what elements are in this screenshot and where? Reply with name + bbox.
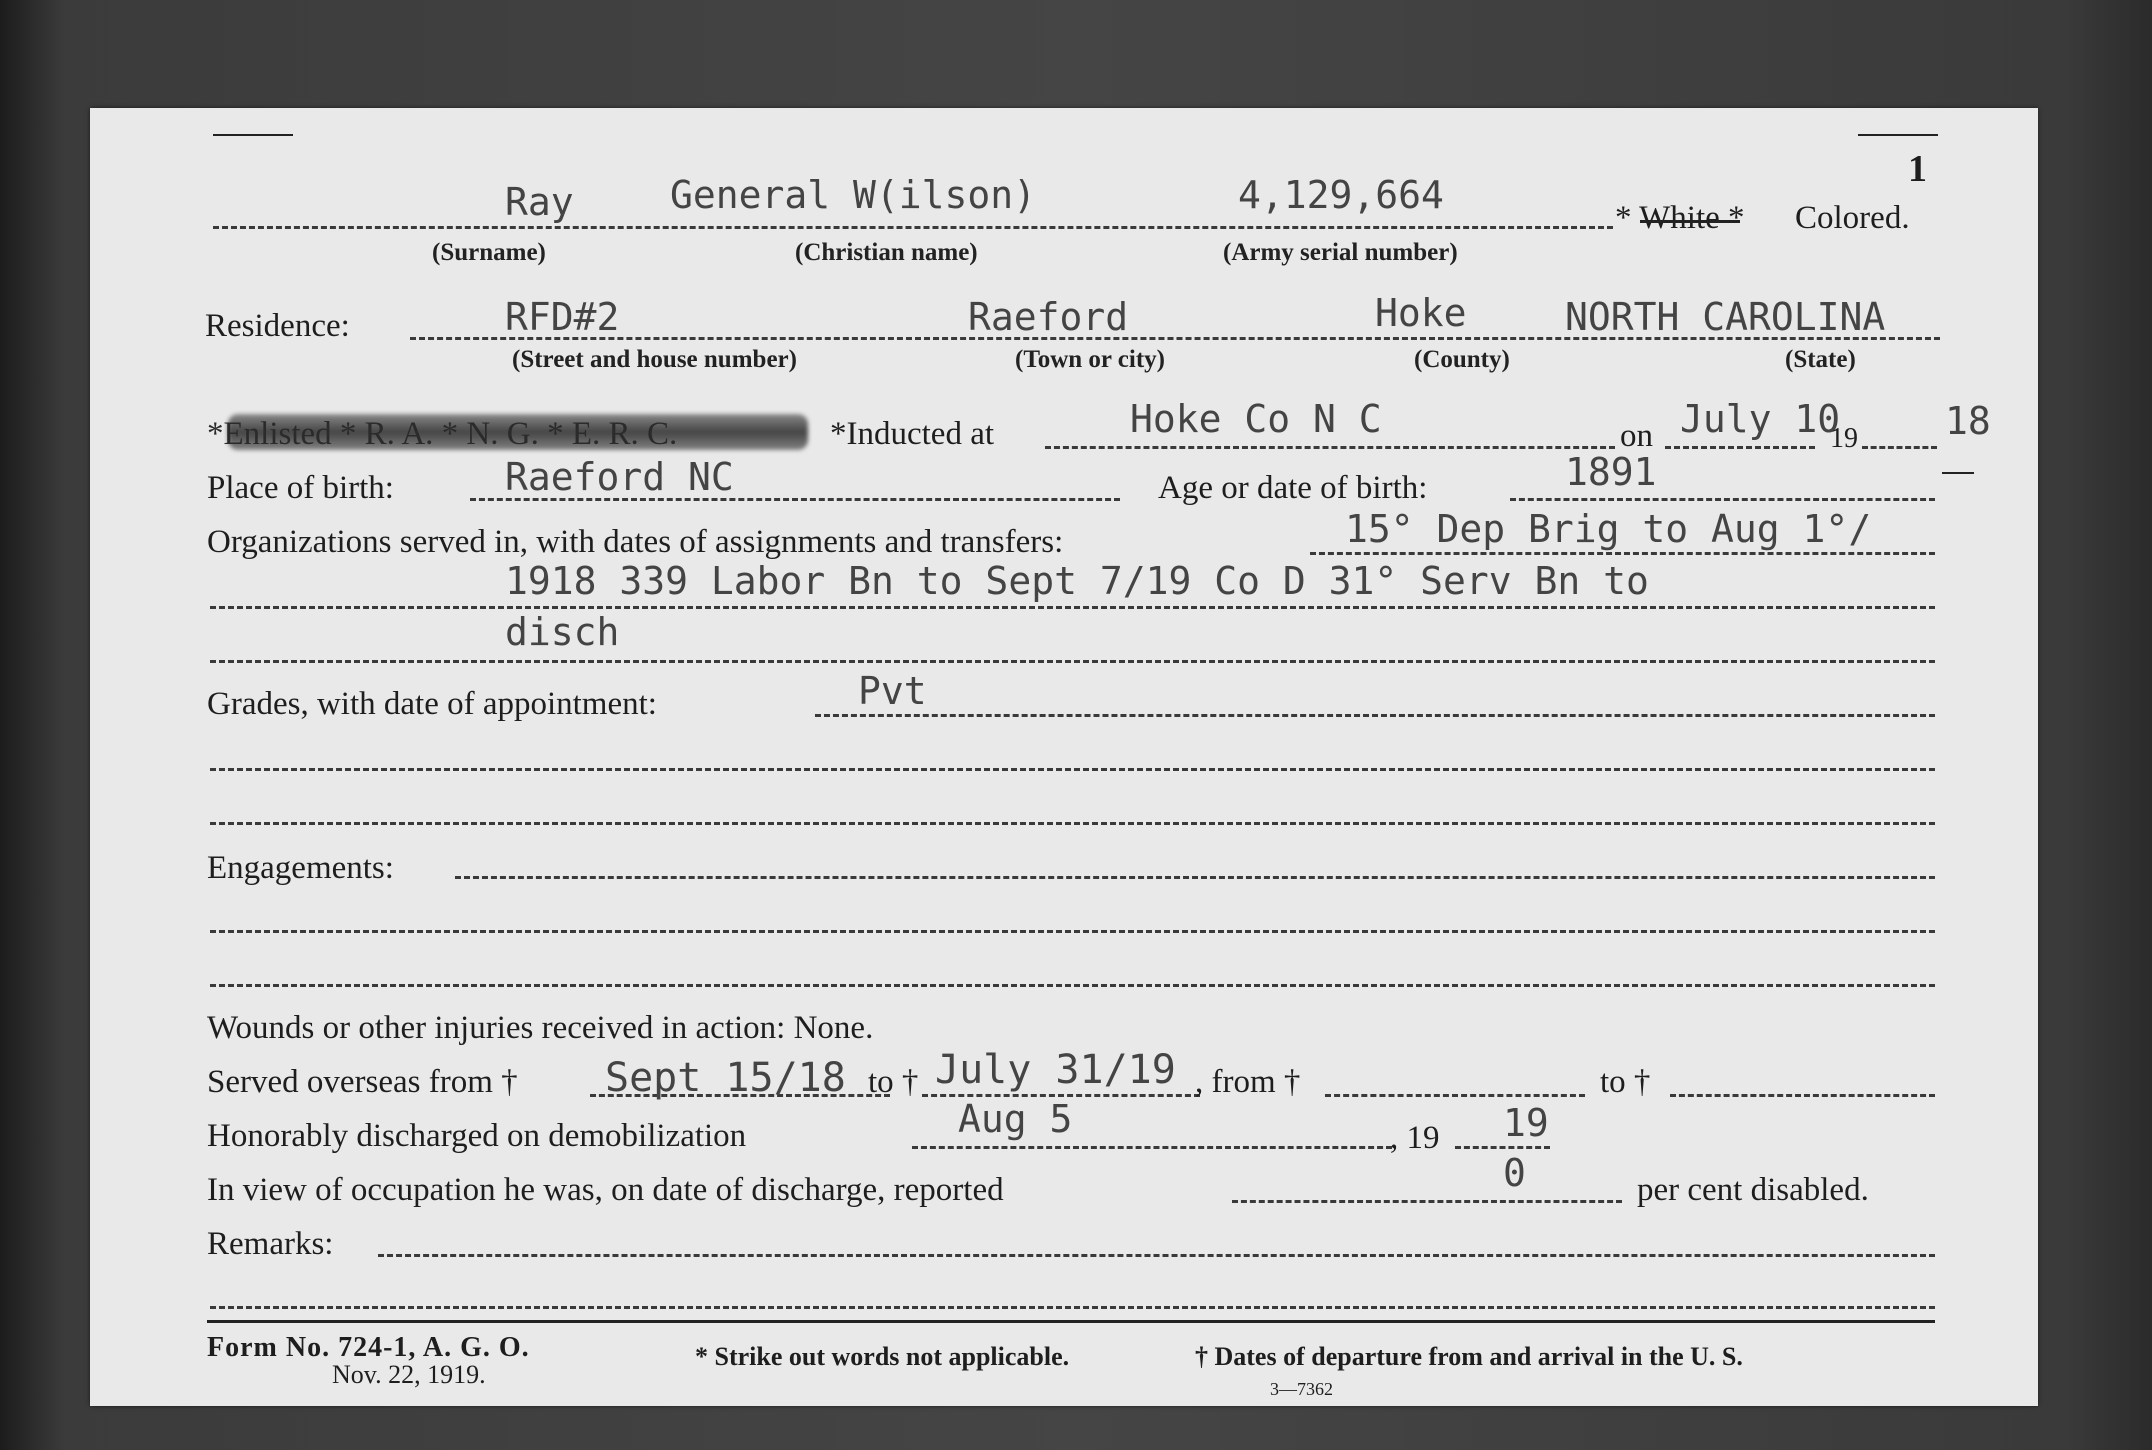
residence-street: RFD#2 xyxy=(505,295,620,339)
inducted-date-line xyxy=(1665,446,1815,449)
overseas-from-label: Served overseas from † xyxy=(207,1064,518,1100)
enlistment-struck-text: *Enlisted * R. A. * N. G. * E. R. C. xyxy=(207,416,678,452)
discharge-year: 19 xyxy=(1503,1101,1549,1145)
inducted-year: 18 xyxy=(1945,399,1991,443)
residence-county: Hoke xyxy=(1375,291,1467,335)
remarks-label: Remarks: xyxy=(207,1226,334,1262)
dates-note: † Dates of departure from and arrival in the U. S. xyxy=(1195,1342,1743,1371)
inducted-label: *Inducted at xyxy=(830,416,995,452)
overseas-to-label: to † xyxy=(868,1064,919,1100)
overseas-from2-line xyxy=(1325,1094,1585,1097)
discharge-year-line xyxy=(1455,1146,1550,1149)
wounds-label: Wounds or other injuries received in action: None. xyxy=(207,1010,874,1046)
christian-name-caption: (Christian name) xyxy=(795,239,978,266)
residence-town: Raeford xyxy=(968,295,1129,339)
inducted-place: Hoke Co N C xyxy=(1130,397,1382,441)
place-of-birth-label: Place of birth: xyxy=(207,470,394,506)
top-right-rule xyxy=(1858,134,1938,136)
residence-state: NORTH CAROLINA xyxy=(1565,295,1886,339)
overseas-to2-label: to † xyxy=(1600,1064,1651,1100)
organizations-line2: 1918 339 Labor Bn to Sept 7/19 Co D 31° Serv Bn to xyxy=(505,559,1649,603)
discharge-label: Honorably discharged on demobilization xyxy=(207,1118,747,1154)
age-value: 1891 xyxy=(1565,450,1657,494)
county-caption: (County) xyxy=(1414,346,1510,373)
discharge-date-line xyxy=(912,1146,1392,1149)
footer-rule xyxy=(207,1320,1935,1323)
grades-line2 xyxy=(210,768,1935,771)
organizations-line3: disch xyxy=(505,610,620,654)
street-caption: (Street and house number) xyxy=(512,346,797,373)
disability-value: 0 xyxy=(1503,1151,1526,1195)
christian-name-value: General W(ilson) xyxy=(670,173,1037,217)
organizations-line1: 15° Dep Brig to Aug 1°/ xyxy=(1345,507,1872,551)
inducted-line xyxy=(1045,446,1615,449)
grades-value: Pvt xyxy=(858,669,927,713)
age-label: Age or date of birth: xyxy=(1158,470,1428,506)
race-white-struck: * White * xyxy=(1615,200,1745,236)
margin-tick xyxy=(1942,472,1974,474)
top-left-rule xyxy=(213,134,293,136)
engagements-label: Engagements: xyxy=(207,850,394,886)
serial-number-caption: (Army serial number) xyxy=(1223,239,1458,266)
grades-line1 xyxy=(815,714,1935,717)
form-date: Nov. 22, 1919. xyxy=(332,1360,486,1389)
inducted-year-prefix: 19 xyxy=(1830,423,1858,454)
organizations-rule1 xyxy=(1310,552,1935,555)
place-of-birth-value: Raeford NC xyxy=(505,455,734,499)
inducted-date: July 10 xyxy=(1680,397,1841,441)
overseas-from2-label: , from † xyxy=(1195,1064,1301,1100)
surname-value: Ray xyxy=(505,180,574,224)
overseas-from-value: Sept 15/18 xyxy=(605,1055,846,1101)
remarks-line2 xyxy=(210,1306,1935,1309)
organizations-label: Organizations served in, with dates of assignments and transfers: xyxy=(207,524,1064,560)
serial-number-value: 4,129,664 xyxy=(1238,173,1444,217)
surname-caption: (Surname) xyxy=(432,239,546,266)
engagements-line3 xyxy=(210,984,1935,987)
engagements-line2 xyxy=(210,930,1935,933)
organizations-rule3 xyxy=(210,660,1935,663)
grades-line3 xyxy=(210,822,1935,825)
state-caption: (State) xyxy=(1785,346,1856,373)
card-number: 1 xyxy=(1908,148,1927,190)
white-strike-line xyxy=(1640,220,1740,223)
engagements-line1 xyxy=(455,876,1935,879)
discharge-year-prefix: , 19 xyxy=(1390,1120,1440,1156)
disability-label: In view of occupation he was, on date of discharge, reported xyxy=(207,1172,1004,1208)
overseas-to-value: July 31/19 xyxy=(935,1047,1176,1093)
grades-label: Grades, with date of appointment: xyxy=(207,686,657,722)
disability-suffix: per cent disabled. xyxy=(1637,1172,1869,1208)
strike-note: * Strike out words not applicable. xyxy=(695,1342,1070,1371)
discharge-date: Aug 5 xyxy=(958,1097,1073,1141)
residence-label: Residence: xyxy=(205,308,350,344)
town-caption: (Town or city) xyxy=(1015,346,1165,373)
organizations-rule2 xyxy=(210,606,1935,609)
header-line xyxy=(213,226,1613,229)
print-code: 3—7362 xyxy=(1270,1379,1333,1399)
remarks-line1 xyxy=(378,1254,1935,1257)
on-label: on xyxy=(1620,418,1653,454)
disability-line xyxy=(1232,1200,1622,1203)
inducted-year-line xyxy=(1862,446,1937,449)
overseas-to2-line xyxy=(1670,1094,1935,1097)
age-line xyxy=(1510,498,1935,501)
form-number: Form No. 724-1, A. G. O. xyxy=(207,1332,530,1363)
race-colored: Colored. xyxy=(1795,200,1910,236)
